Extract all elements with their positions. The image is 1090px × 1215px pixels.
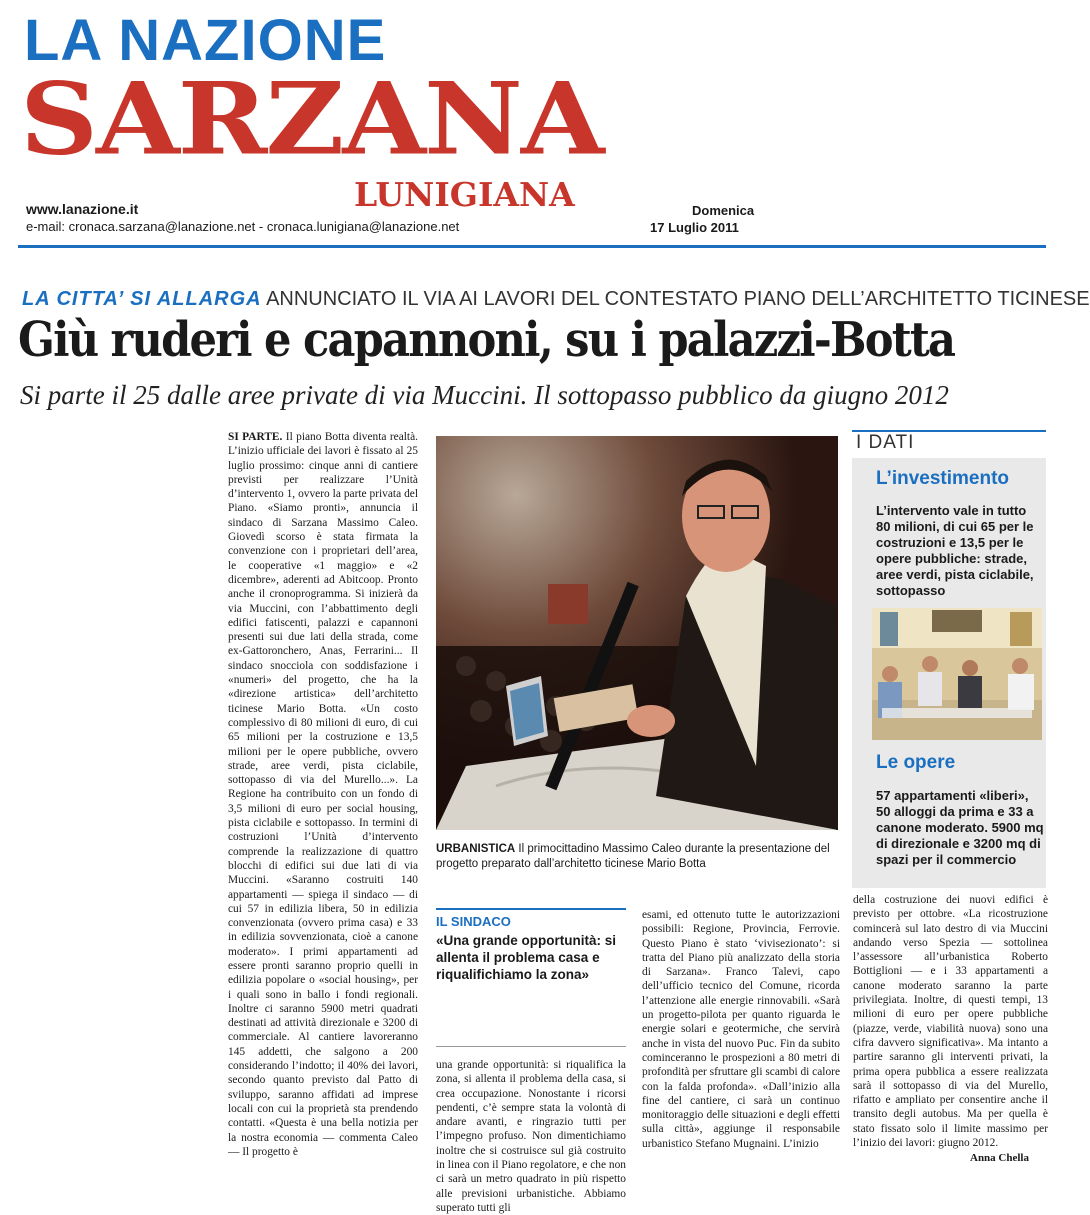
photo-caption bbox=[436, 842, 836, 871]
kicker-text: ANNUNCIATO IL VIA AI LAVORI DEL CONTESTATO PIANO DELL’ARCHITETTO TICINESE bbox=[266, 288, 1090, 310]
meeting-photo-illustration bbox=[872, 608, 1042, 740]
column-1-text: Il piano Botta diventa realtà. L’inizio ufficiale dei lavori è fissato al 25 luglio prossimo: cinque anni di cantiere previsti per realizzare l’Unità d’intervento 1, ovvero la parte privata del Piano. «Siamo pronti», annuncia il sindaco di Sarzana Massimo Caleo. Giovedì scorso è stata firmata la convenzione con i proprietari dell’area, le cooperative «1 maggio» e «2 dicembre», aderenti ad Abitcoop. Pronto anche il cronoprogramma. Si inizierà da via Muccini, con l’abbattimento degli edifici fatiscenti, palazzi e capannoni presenti sui due lati della strada, come ex-Gattoronchero, Anas, Ferrarini... Il sindaco snocciola con soddisfazione i «numeri» del progetto, che ha la «direzione artistica» dell’architetto ticinese Mario Botta. «Un costo complessivo di 80 milioni di euro, di cui 65 milioni per la costruzione e 13,5 milioni per le opere pubbliche, ovvero strade, aree verdi, pista ciclabile, sottopasso di via del Murello...». La Regione ha contribuito con un fondo di 3,5 milioni di euro per social housing, pista ciclabile e sottopasso. In termini di costruzioni l’Unità d’intervento comprende la realizzazione di quattro blocchi di edifici sui due lati di via Muccini. «Saranno costruiti 140 appartamenti — spiega il sindaco — di cui 57 in edilizia libera, 50 in edilizia convenzionata (ovvero prima casa) e 33 in edilizia sovvenzionata, cioè a canone moderato». I primi appartamenti ad essere pronti saranno proprio quelli in edilizia popolare o «social housing», per i quali sono in ballo i fondi regionali. Inoltre ci saranno 5900 metri quadrati destinati ad attività direzionale e 3200 di commerciale. Al cantiere lavoreranno 145 addetti, che salgono a 200 considerando l’indotto; il 40% dei lavori, secondo quanto previsto dal Patto di sviluppo, saranno affidati ad imprese locali con cui la proprietà sta prendendo contatti. «Questa è una bella notizia per la nostra economia — commenta Caleo — Il progetto è bbox=[228, 431, 418, 1158]
sindaco-kicker: IL SINDACO bbox=[436, 914, 511, 929]
opere-text: 57 appartamenti «liberi», 50 alloggi da prima e 33 a canone moderato. 5900 mq di direzionale e 3200 mq di spazi per il commercio bbox=[876, 788, 1044, 867]
investimento-text: L’intervento vale in tutto 80 milioni, di cui 65 per le costruzioni e 13,5 per le opere pubbliche: strade, aree verdi, pista ciclabile, sottopasso bbox=[876, 503, 1034, 598]
meeting-photo bbox=[872, 608, 1042, 740]
masthead-divider bbox=[18, 245, 1046, 248]
article-column-2: una grande opportunità: si riqualifica la zona, si allenta il problema della casa, si crea occupazione. Nonostante i ricorsi pendenti, c’è sempre stata la volontà di andare avanti, e ringrazio tutti per l’impegno profuso. Non dimentichiamo inoltre che si costruisce sul già costruito in linea con il Piano regolatore, e che non ci sarà un metro quadrato in più rispetto alle previsioni urbanistiche. Abbiamo superato tutti gli bbox=[436, 1059, 626, 1214]
main-photo bbox=[436, 436, 838, 830]
speaker-photo-illustration bbox=[436, 436, 838, 830]
issue-date: 17 Luglio 2011 bbox=[650, 220, 739, 235]
article-column-4: della costruzione dei nuovi edifici è previsto per ottobre. «La ricostruzione comincerà sul lato destro di via Muccini andando verso Spezia — sottolinea l’assessore all’urbanistica Roberto Bottiglioni — e i 33 appartamenti a canone moderato saranno la parte privilegiata. Inoltre, di questi tempi, 13 milioni di euro per opere pubbliche (piazze, verde, viabilità nuova) sono una cifra davvero significativa». Ma intanto a partire saranno gli interventi privati, la prima opera pubblica a essere realizzata sarà il sottopasso di via del Murello, rifatto e ampliato per consentire anche il transito degli autobus. Ma per quella è stato fissato solo il limite massimo per l’inizio dei lavori: giugno 2012. bbox=[853, 894, 1048, 1150]
sindaco-box-divider bbox=[436, 1046, 626, 1047]
investimento-heading: L’investimento bbox=[876, 468, 1010, 489]
masthead-brand: LA NAZIONE bbox=[24, 8, 387, 73]
contact-emails: e-mail: cronaca.sarzana@lanazione.net - cronaca.lunigiana@lanazione.net bbox=[26, 219, 460, 234]
sidebar-title: I DATI bbox=[856, 432, 915, 453]
article-lead: SI PARTE. bbox=[228, 431, 283, 443]
opere-heading: Le opere bbox=[876, 752, 956, 773]
article-subheadline: Si parte il 25 dalle aree private di via Muccini. Il sottopasso pubblico da giugno 2012 bbox=[20, 380, 949, 410]
sindaco-box-rule bbox=[436, 908, 626, 910]
article-headline: Giù ruderi e capannoni, su i palazzi-Botta bbox=[18, 312, 955, 368]
kicker-section: LA CITTA’ SI ALLARGA bbox=[22, 288, 262, 310]
article-column-3: esami, ed ottenuto tutte le autorizzazioni possibili: Regione, Provincia, Ferrovie. Questo Piano è stato ‘vivisezionato’: si tratta del Piano più analizzato della storia di Sarzana». Franco Talevi, capo dell’ufficio tecnico del Comune, ricorda l’attenzione alle energie rinnovabili. «Sarà un progetto-pilota per quanto riguarda le energie solari e geotermiche, che servirà anche in vista del nuovo Puc. Fin da subito cominceranno le prospezioni a 80 metri di profondità per sfruttare gli scambi di calore con la falda profonda». «Dall’inizio alla fine del cantiere, ci sarà un continuo monitoraggio delle situazioni e degli effetti sulla città», aggiunge il responsabile urbanistico Stefano Mugnaini. L’inizio bbox=[642, 909, 840, 1150]
caption-kicker: URBANISTICA bbox=[436, 843, 516, 855]
article-kicker bbox=[22, 288, 1090, 311]
sindaco-quote: «Una grande opportunità: si allenta il problema casa e riqualifichiamo la zona» bbox=[436, 933, 617, 982]
article-column-1 bbox=[228, 430, 418, 1166]
masthead-city: SARZANA bbox=[20, 61, 603, 178]
author-signature: Anna Chella bbox=[970, 1152, 1029, 1164]
caption-text: Il primocittadino Massimo Caleo durante la presentazione del progetto preparato dall’architetto ticinese Mario Botta bbox=[436, 843, 830, 870]
masthead-subedition: LUNIGIANA bbox=[354, 175, 575, 214]
website-link[interactable]: www.lanazione.it bbox=[26, 201, 139, 217]
issue-day: Domenica bbox=[692, 203, 755, 218]
